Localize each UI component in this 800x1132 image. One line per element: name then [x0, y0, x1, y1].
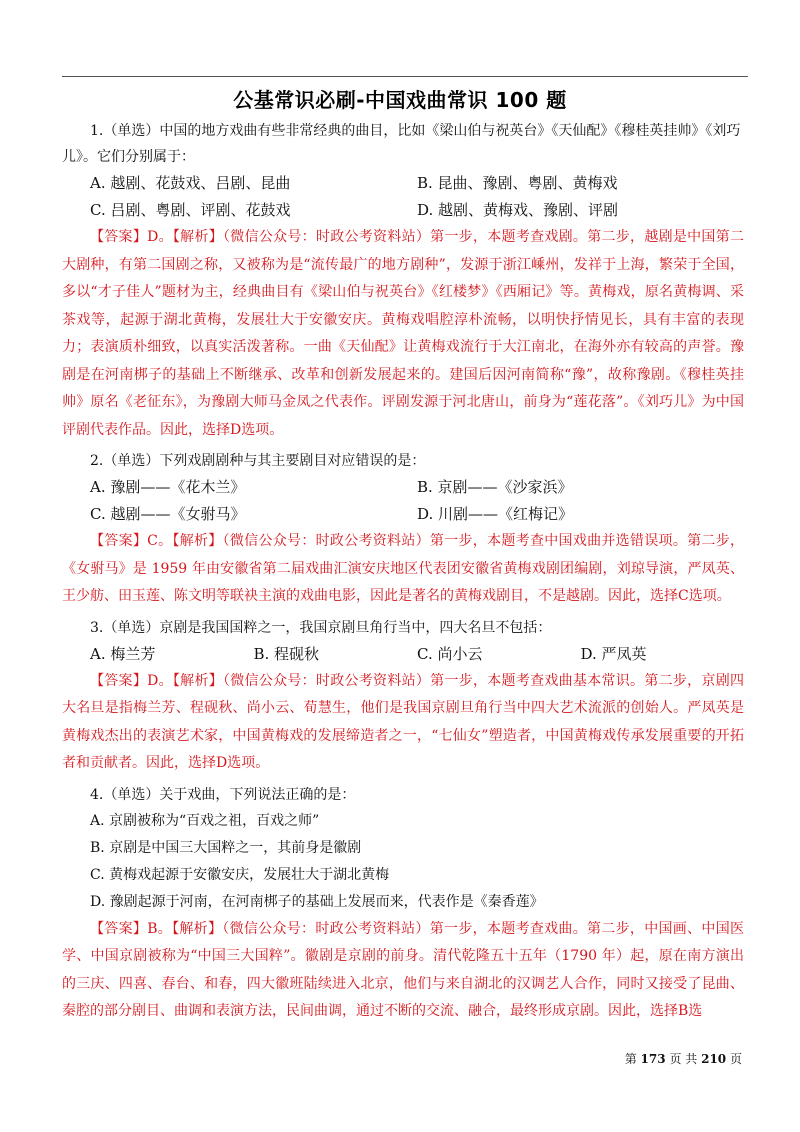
answer-explanation: 【答案】D。【解析】（微信公众号：时政公考资料站）第一步，本题考查戏剧。第二步，越剧是中国第二大剧种，有第二国剧之称，又被称为是“流传最广的地方剧种”，发源于浙江嵊州，发祥于上海，繁荣于全国，多以“才子佳人”题材为主，经典曲目有《梁山伯与祝英台》《红楼梦》《西厢记》等。黄梅戏，原名黄梅调、采茶戏等，起源于湖北黄梅，发展壮大于安徽安庆。黄梅戏唱腔淳朴流畅，以明快抒情见长，具有丰富的表现力；表演质朴细致，以真实活泼著称。一曲《天仙配》让黄梅戏流行于大江南北，在海外亦有较高的声誉。豫剧是在河南梆子的基础上不断继承、改革和创新发展起来的。建国后因河南简称“豫”，故称豫剧。《穆桂英挂帅》原名《老征东》，为豫剧大师马金凤之代表作。评剧发源于河北唐山，前身为“莲花落”。《刘巧儿》为中国评剧代表作品。因此，选择D选项。: [62, 229, 744, 438]
option-d: D. 豫剧起源于河南，在河南梆子的基础上发展而来，代表作是《秦香莲》: [90, 893, 544, 910]
option-d: D. 严凤英: [580, 644, 647, 663]
option-a: A. 京剧被称为“百戏之祖，百戏之师”: [90, 812, 320, 829]
option-c: C. 越剧——《女驸马》: [90, 505, 246, 523]
question-2: [62, 448, 744, 611]
footer-prefix: 第: [624, 1052, 637, 1066]
question-stem: 2.（单选）下列戏剧剧种与其主要剧目对应错误的是：: [90, 453, 426, 469]
option-b: B. 京剧——《沙家浜》: [417, 478, 573, 496]
question-stem: 1.（单选）中国的地方戏曲有些非常经典的曲目，比如《梁山伯与祝英台》《天仙配》《穆桂英挂帅》《刘巧儿》。它们分别属于：: [62, 123, 741, 165]
option-c: C. 尚小云: [417, 644, 483, 663]
option-b: B. 程砚秋: [253, 644, 320, 663]
total-page-count: 210: [701, 1052, 727, 1066]
document-body: [62, 118, 744, 1030]
option-list: [62, 808, 744, 916]
footer-suffix: 页: [729, 1052, 742, 1066]
option-c: C. 吕剧、粤剧、评剧、花鼓戏: [90, 201, 291, 219]
option-b: B. 昆曲、豫剧、粤剧、黄梅戏: [417, 174, 618, 192]
current-page-number: 173: [640, 1052, 666, 1066]
option-d: D. 川剧——《红梅记》: [417, 505, 574, 523]
option-a: A. 梅兰芳: [90, 644, 156, 663]
question-stem: 3.（单选）京剧是我国国粹之一，我国京剧旦角行当中，四大名旦不包括：: [90, 619, 552, 636]
page-title: 公基常识必刷-中国戏曲常识 100 题: [233, 88, 567, 112]
option-c: C. 黄梅戏起源于安徽安庆，发展壮大于湖北黄梅: [90, 866, 390, 883]
option-a: A. 越剧、花鼓戏、吕剧、昆曲: [90, 174, 291, 192]
question-4: [62, 782, 744, 1026]
question-3: [62, 615, 744, 778]
option-list: [62, 170, 744, 224]
page-footer: [625, 1050, 742, 1067]
question-stem: 4.（单选）关于戏曲，下列说法正确的是：: [90, 786, 356, 803]
answer-explanation: 【答案】B。【解析】（微信公众号：时政公考资料站）第一步，本题考查戏曲。第二步，中国画、中国医学、中国京剧被称为“中国三大国粹”。徽剧是京剧的前身。清代乾隆五十五年（1790 年）起，原在南方演出的三庆、四喜、春台、和春，四大徽班陆续进入北京，他们与来自湖北的汉调艺人合作，同时又接受了昆曲、秦腔的部分剧目、曲调和表演方法，民间曲调，通过不断的交流、融合，最终形成京剧。因此，选择B选: [62, 920, 744, 1019]
option-list: [62, 474, 744, 528]
answer-explanation: 【答案】C。【解析】（微信公众号：时政公考资料站）第一步，本题考查中国戏曲并选错误项。第二步，《女驸马》是 1959 年由安徽省第二届戏曲汇演安庆地区代表团安徽省黄梅戏剧团编剧，刘琼导演，严凤英、王少舫、田玉莲、陈文明等联袂主演的戏曲电影，因此是著名的黄梅戏剧目，不是越剧。因此，选择C选项。: [62, 533, 744, 604]
option-list: [62, 641, 744, 668]
footer-middle: 页 共: [669, 1052, 698, 1066]
option-a: A. 豫剧——《花木兰》: [90, 478, 246, 496]
option-d: D. 越剧、黄梅戏、豫剧、评剧: [417, 201, 619, 219]
question-1: [62, 118, 744, 444]
answer-explanation: 【答案】D。【解析】（微信公众号：时政公考资料站）第一步，本题考查戏曲基本常识。第二步，京剧四大名旦是指梅兰芳、程砚秋、尚小云、荀慧生，他们是我国京剧旦角行当中四大艺术流派的创始人。严凤英是黄梅戏杰出的表演艺术家，中国黄梅戏的发展缔造者之一，“七仙女”塑造者，中国黄梅戏传承发展重要的开拓者和贡献者。因此，选择D选项。: [62, 672, 744, 771]
header-rule: [62, 76, 748, 77]
option-b: B. 京剧是中国三大国粹之一，其前身是徽剧: [90, 839, 362, 856]
